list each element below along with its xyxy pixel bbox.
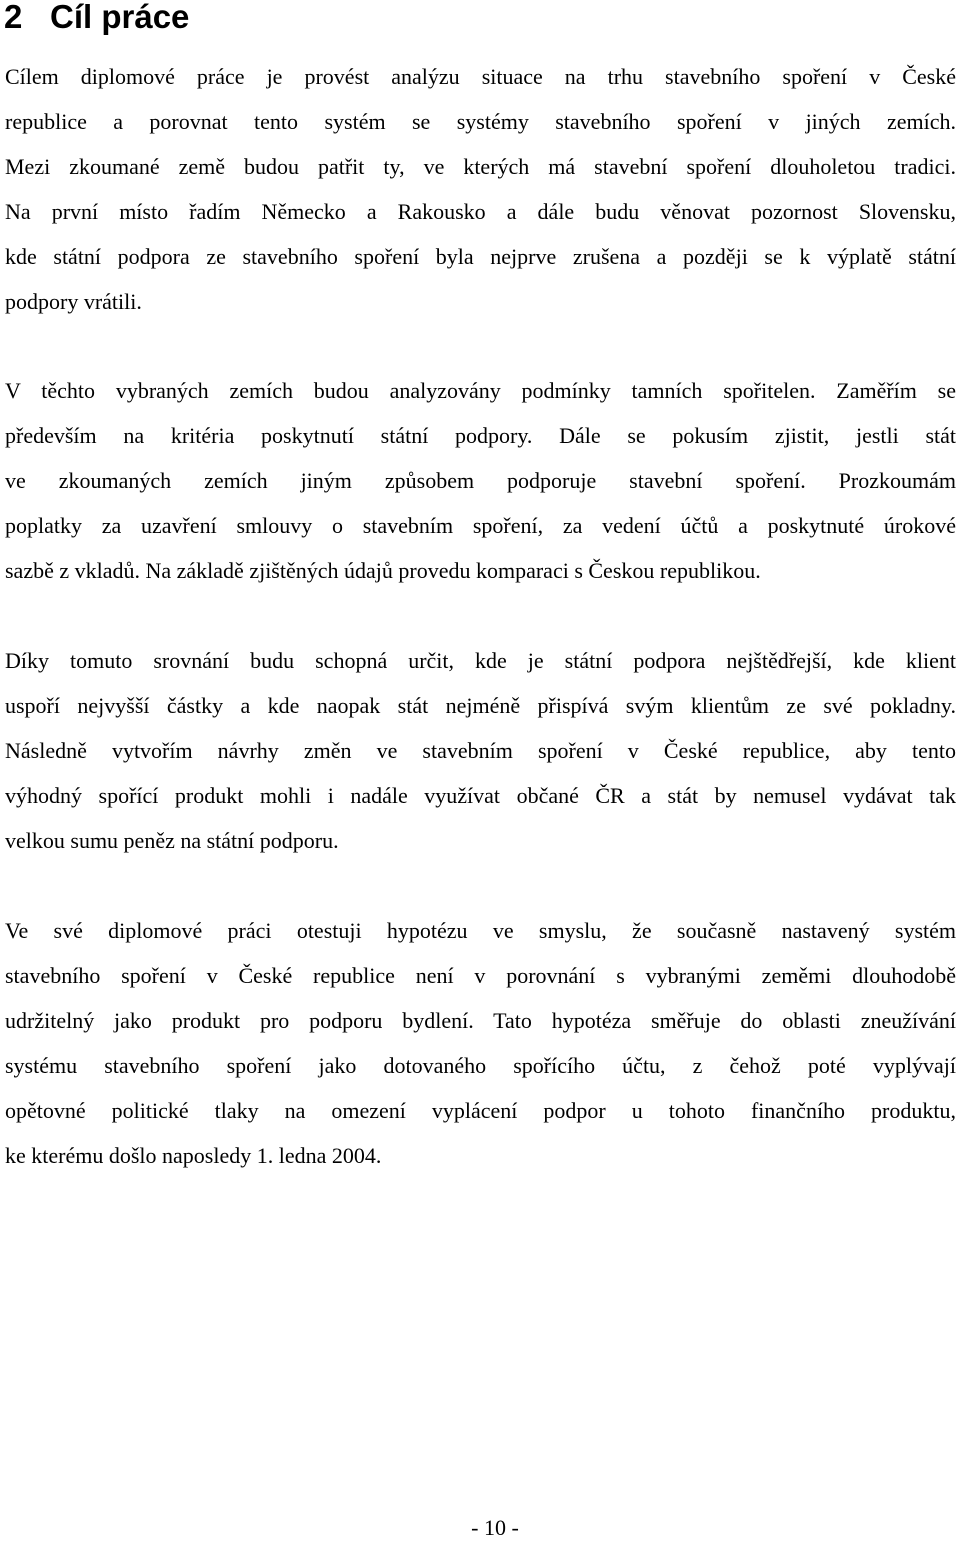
text-line: sazbě z vkladů. Na základě zjištěných údajů provedu komparaci s Českou republikou. (5, 558, 761, 583)
paragraph-2 (5, 368, 956, 593)
paragraph-3 (5, 638, 956, 863)
text-line: republice a porovnat tento systém se systémy stavebního spoření v jiných zemích. (5, 109, 956, 134)
text-line: Díky tomuto srovnání budu schopná určit, kde je státní podpora nejštědřejší, kde klient (5, 648, 956, 673)
text-line: opětovné politické tlaky na omezení vyplácení podpor u tohoto finančního produktu, (5, 1098, 956, 1123)
section-heading (4, 0, 189, 42)
text-line: Cílem diplomové práce je provést analýzu situace na trhu stavebního spoření v České (5, 64, 956, 89)
page-number: - 10 - (471, 1515, 519, 1540)
text-line: výhodný spořící produkt mohli i nadále využívat občané ČR a stát by nemusel vydávat tak (5, 783, 956, 808)
text-line: uspoří nejvyšší částky a kde naopak stát nejméně přispívá svým klientům ze své pokladny. (5, 693, 956, 718)
text-line: kde státní podpora ze stavebního spoření byla nejprve zrušena a později se k výplatě státní (5, 244, 956, 269)
text-line: stavebního spoření v České republice není v porovnání s vybranými zeměmi dlouhodobě (5, 963, 956, 988)
text-line: systému stavebního spoření jako dotovaného spořícího účtu, z čehož poté vyplývají (5, 1053, 956, 1078)
text-line: udržitelný jako produkt pro podporu bydlení. Tato hypotéza směřuje do oblasti zneužívání (5, 1008, 956, 1033)
text-line: V těchto vybraných zemích budou analyzovány podmínky tamních spořitelen. Zaměřím se (5, 378, 956, 403)
text-line: především na kritéria poskytnutí státní podpory. Dále se pokusím zjistit, jestli stát (5, 423, 956, 448)
paragraph-4 (5, 908, 956, 1178)
text-line: Mezi zkoumané země budou patřit ty, ve kterých má stavební spoření dlouholetou tradici. (5, 154, 956, 179)
text-line: poplatky za uzavření smlouvy o stavebním spoření, za vedení účtů a poskytnuté úrokové (5, 513, 956, 538)
text-line: ve zkoumaných zemích jiným způsobem podporuje stavební spoření. Prozkoumám (5, 468, 956, 493)
text-line: podpory vrátili. (5, 289, 142, 314)
section-title: Cíl práce (50, 0, 190, 35)
text-line: Na první místo řadím Německo a Rakousko a dále budu věnovat pozornost Slovensku, (5, 199, 956, 224)
paragraph-1 (5, 54, 956, 324)
text-line: ke kterému došlo naposledy 1. ledna 2004. (5, 1143, 382, 1168)
text-line: velkou sumu peněz na státní podporu. (5, 828, 339, 853)
section-number: 2 (4, 0, 23, 35)
text-line: Ve své diplomové práci otestuji hypotézu ve smyslu, že současně nastavený systém (5, 918, 956, 943)
text-line: Následně vytvořím návrhy změn ve stavebním spoření v České republice, aby tento (5, 738, 956, 763)
